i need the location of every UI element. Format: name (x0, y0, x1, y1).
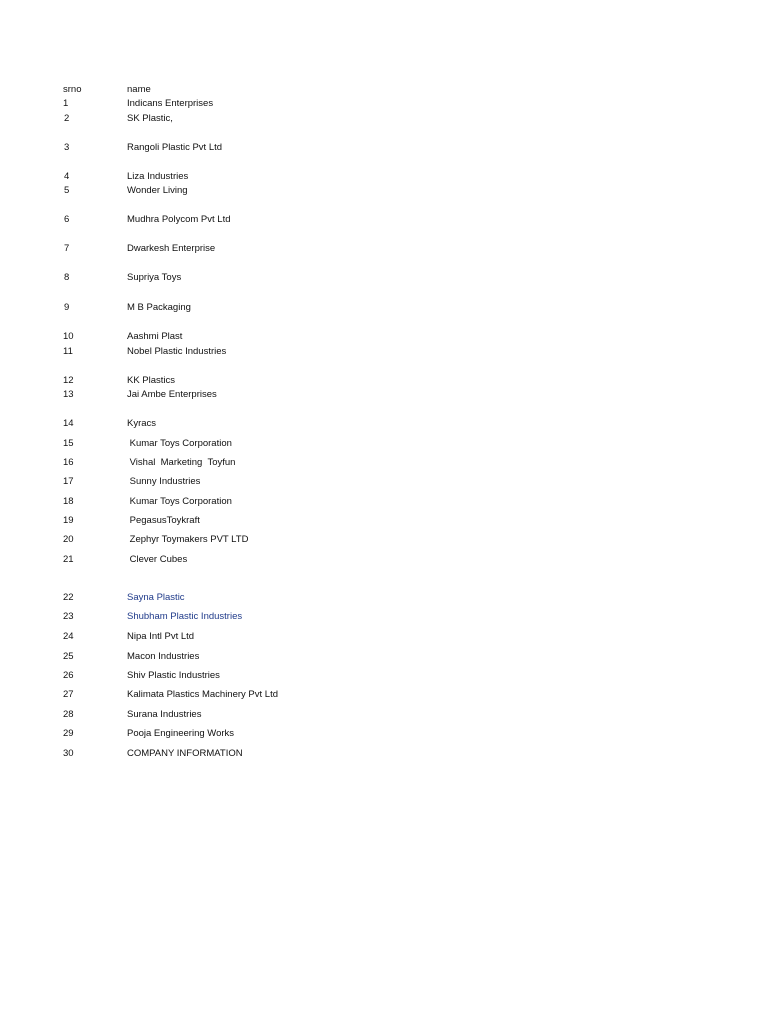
srno-cell: 28 (63, 709, 74, 720)
name-cell: Sayna Plastic (127, 592, 185, 603)
table-row (0, 388, 768, 402)
srno-cell: 14 (63, 418, 74, 429)
srno-cell: 4 (64, 171, 70, 182)
table-row (0, 650, 768, 664)
name-cell: Supriya Toys (127, 272, 182, 283)
table-row (0, 374, 768, 388)
table-row (0, 747, 768, 761)
table-row (0, 97, 768, 111)
srno-cell: 19 (63, 515, 74, 526)
srno-cell: 7 (64, 243, 70, 254)
name-cell: Kumar Toys Corporation (127, 496, 232, 507)
srno-cell: 5 (64, 185, 70, 196)
table-row (0, 184, 768, 198)
name-cell: Aashmi Plast (127, 331, 183, 342)
name-cell: Surana Industries (127, 709, 202, 720)
table-row (0, 301, 768, 315)
table-row (0, 345, 768, 359)
table-row (0, 271, 768, 285)
srno-cell: 24 (63, 631, 74, 642)
srno-cell: 1 (63, 98, 69, 109)
table-row (0, 727, 768, 741)
table-row (0, 141, 768, 155)
table-row (0, 495, 768, 509)
srno-cell: 21 (63, 554, 74, 565)
name-cell: Kalimata Plastics Machinery Pvt Ltd (127, 689, 279, 700)
table-row (0, 417, 768, 431)
name-cell: Zephyr Toymakers PVT LTD (127, 534, 249, 545)
srno-cell: 11 (63, 346, 73, 357)
srno-cell: 16 (63, 457, 74, 468)
srno-cell: 12 (63, 375, 74, 386)
name-cell: KK Plastics (127, 375, 176, 386)
table-row (0, 213, 768, 227)
srno-cell: 25 (63, 651, 74, 662)
srno-cell: 6 (64, 214, 70, 225)
name-cell: Jai Ambe Enterprises (127, 389, 217, 400)
name-header: name (127, 84, 151, 95)
table-row (0, 475, 768, 489)
srno-cell: 18 (63, 496, 74, 507)
table-row (0, 330, 768, 344)
table-row (0, 630, 768, 644)
srno-cell: 2 (64, 113, 70, 124)
srno-cell: 8 (64, 272, 70, 283)
name-cell: Kumar Toys Corporation (127, 438, 232, 449)
table-row (0, 456, 768, 470)
table-row (0, 610, 768, 624)
table-row (0, 514, 768, 528)
name-cell: Liza Industries (127, 171, 189, 182)
name-cell: Nipa Intl Pvt Ltd (127, 631, 195, 642)
name-cell: Nobel Plastic Industries (127, 346, 227, 357)
name-cell: Sunny Industries (127, 476, 201, 487)
name-cell: SK Plastic, (127, 113, 173, 124)
name-cell: Pooja Engineering Works (127, 728, 235, 739)
name-cell: Mudhra Polycom Pvt Ltd (127, 214, 231, 225)
table-row (0, 688, 768, 702)
srno-cell: 29 (63, 728, 74, 739)
table-row (0, 242, 768, 256)
table-row (0, 591, 768, 605)
table-row (0, 437, 768, 451)
srno-cell: 23 (63, 611, 74, 622)
table-row (0, 112, 768, 126)
table-row (0, 553, 768, 567)
table-row (0, 533, 768, 547)
name-cell: Clever Cubes (127, 554, 188, 565)
srno-cell: 27 (63, 689, 74, 700)
srno-cell: 9 (64, 302, 70, 313)
name-cell: Shubham Plastic Industries (127, 611, 243, 622)
name-cell: Kyracs (127, 418, 157, 429)
name-cell: Macon Industries (127, 651, 200, 662)
name-cell: Vishal Marketing Toyfun (127, 457, 236, 468)
name-cell: PegasusToykraft (127, 515, 200, 526)
srno-cell: 22 (63, 592, 74, 603)
name-cell: Rangoli Plastic Pvt Ltd (127, 142, 223, 153)
name-cell: Shiv Plastic Industries (127, 670, 220, 681)
srno-cell: 30 (63, 748, 74, 759)
table-row (0, 669, 768, 683)
header-row (0, 83, 768, 97)
srno-header: srno (63, 84, 82, 95)
name-cell: M B Packaging (127, 302, 191, 313)
name-cell: Wonder Living (127, 185, 188, 196)
table-row (0, 170, 768, 184)
srno-cell: 15 (63, 438, 74, 449)
srno-cell: 10 (63, 331, 74, 342)
table-row (0, 708, 768, 722)
srno-cell: 20 (63, 534, 74, 545)
name-cell: COMPANY INFORMATION (127, 748, 243, 759)
srno-cell: 13 (63, 389, 74, 400)
srno-cell: 17 (63, 476, 74, 487)
srno-cell: 3 (64, 142, 70, 153)
name-cell: Indicans Enterprises (127, 98, 214, 109)
name-cell: Dwarkesh Enterprise (127, 243, 216, 254)
srno-cell: 26 (63, 670, 74, 681)
